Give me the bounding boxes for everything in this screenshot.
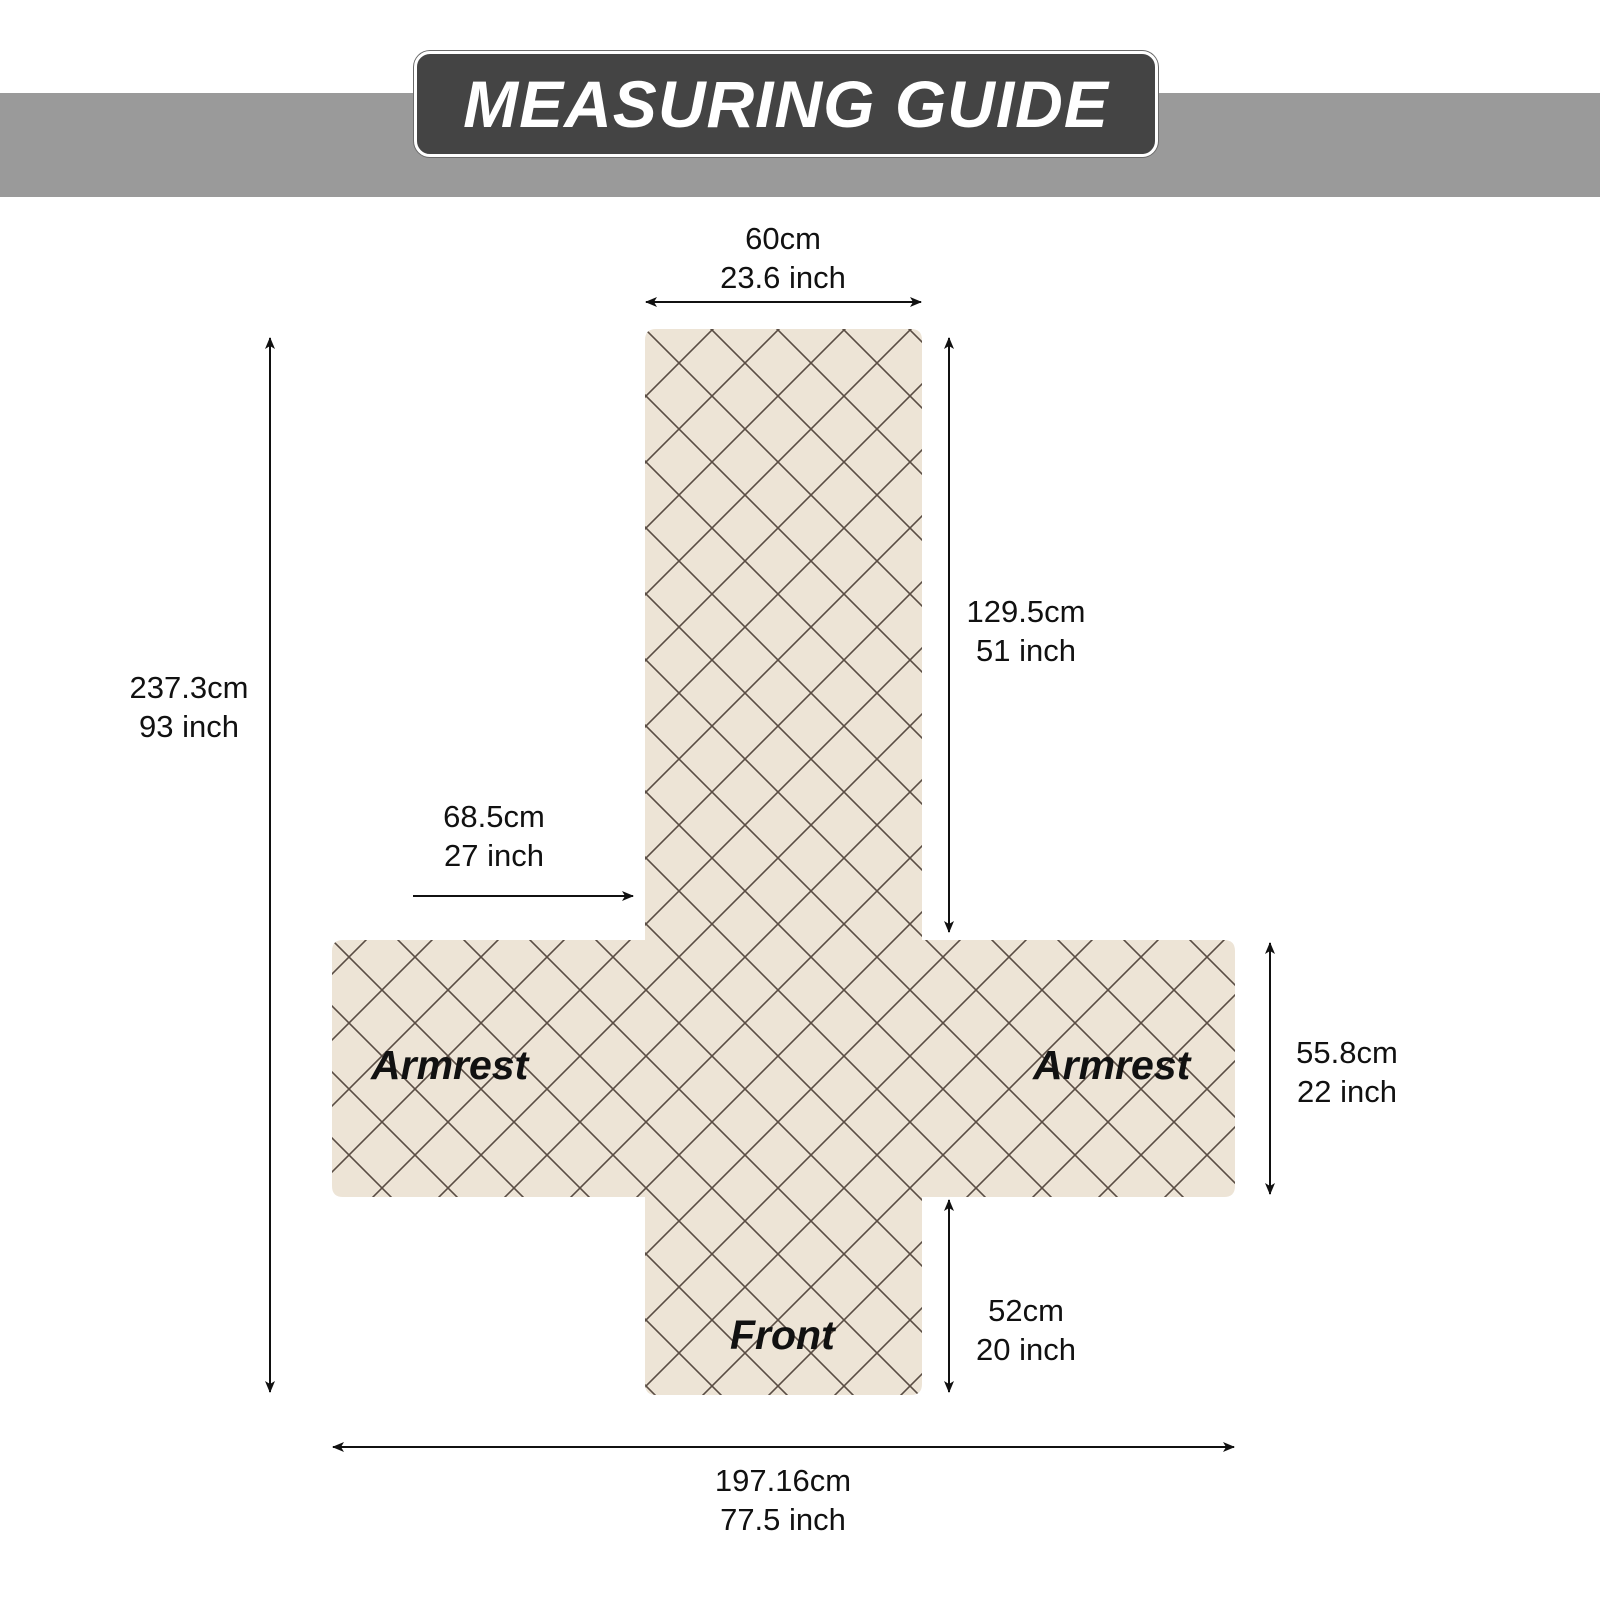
armrest-width-cm: 55.8cm (1296, 1035, 1398, 1070)
total-width-label (693, 1461, 873, 1539)
backrest-height-label (956, 592, 1096, 670)
front-label: Front (730, 1312, 835, 1358)
backrest-height-cm: 129.5cm (966, 594, 1086, 629)
total-width-cm: 197.16cm (714, 1463, 852, 1498)
backrest-width-inch: 23.6 inch (720, 260, 846, 295)
armrest-width-inch: 22 inch (1297, 1074, 1397, 1109)
armrest-length-inch: 27 inch (444, 838, 544, 873)
front-height-inch: 20 inch (976, 1332, 1076, 1367)
armrest-length-cm: 68.5cm (443, 799, 545, 834)
total-height-label (114, 668, 264, 746)
backrest-width-label (700, 219, 866, 297)
backrest-height-inch: 51 inch (976, 633, 1076, 668)
total-width-inch: 77.5 inch (720, 1502, 846, 1537)
armrest-width-label (1277, 1033, 1417, 1111)
right-armrest-label: Armrest (1033, 1042, 1191, 1088)
armrest-length-label (424, 797, 564, 875)
total-height-inch: 93 inch (139, 709, 239, 744)
left-armrest-label: Armrest (371, 1042, 529, 1088)
total-height-cm: 237.3cm (129, 670, 249, 705)
front-height-cm: 52cm (988, 1293, 1064, 1328)
front-height-label (956, 1291, 1096, 1369)
page-title: MEASURING GUIDE (463, 67, 1109, 141)
backrest-width-cm: 60cm (745, 221, 821, 256)
